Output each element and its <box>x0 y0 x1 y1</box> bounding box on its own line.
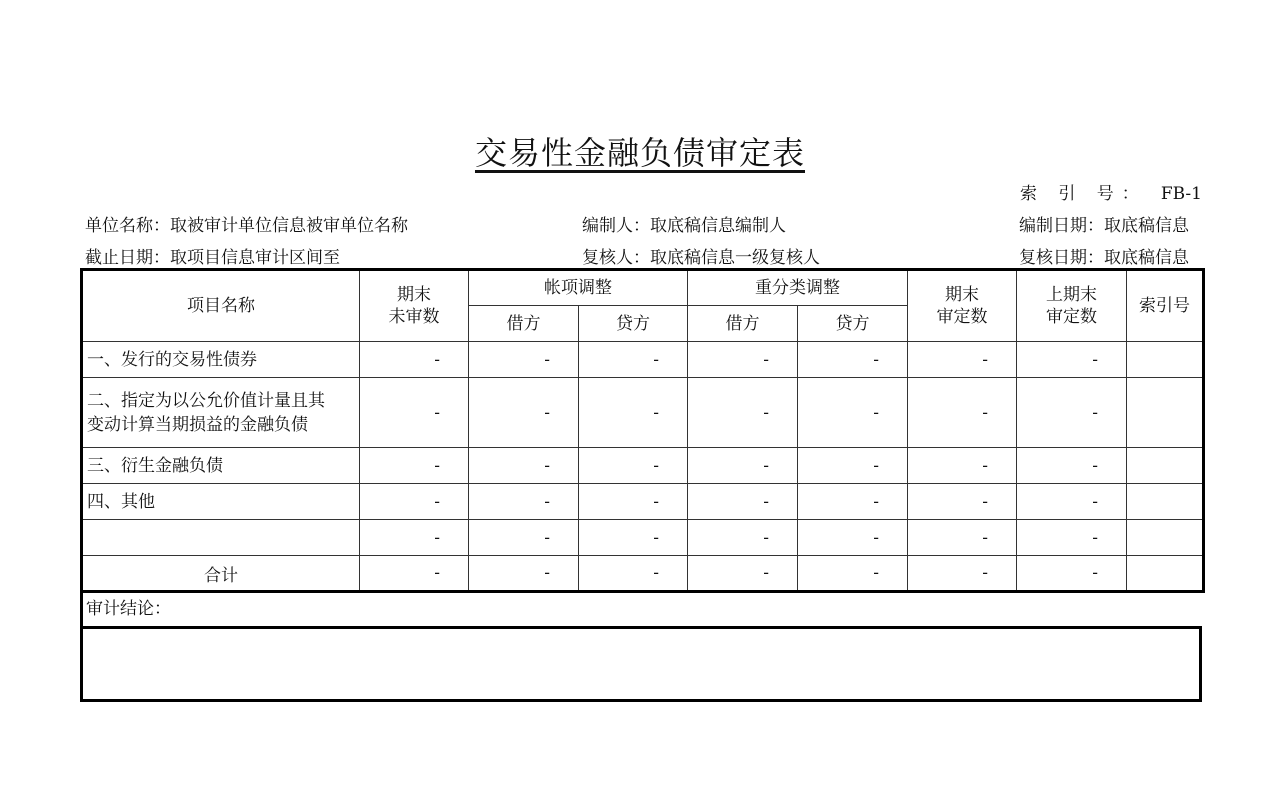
total-account-debit[interactable]: - <box>469 556 579 592</box>
cell-closing-unaudited[interactable]: - <box>360 484 469 520</box>
header-item-name: 项目名称 <box>82 270 360 342</box>
cell-reclass-debit[interactable]: - <box>688 448 798 484</box>
header-closing-audited <box>908 270 1017 342</box>
header-reclass-credit: 贷方 <box>798 306 908 342</box>
cell-closing-audited[interactable]: - <box>908 520 1017 556</box>
cell-account-debit[interactable]: - <box>469 342 579 378</box>
preparer <box>582 211 786 236</box>
cell-index[interactable] <box>1127 520 1204 556</box>
unit-name <box>85 211 408 236</box>
cell-reclass-debit[interactable]: - <box>688 342 798 378</box>
cell-reclass-credit[interactable]: - <box>798 448 908 484</box>
total-row <box>82 556 1204 592</box>
index-number-value: FB-1 <box>1160 184 1202 204</box>
header-prior-audited <box>1017 270 1127 342</box>
cell-closing-audited[interactable]: - <box>908 378 1017 448</box>
cutoff-date-label: 截止日期： <box>85 248 170 268</box>
cell-index[interactable] <box>1127 448 1204 484</box>
index-number-label: 索 引 号： <box>1020 184 1147 204</box>
row-name[interactable] <box>82 378 360 448</box>
unit-name-value[interactable]: 取被审计单位信息被审单位名称 <box>170 216 408 236</box>
preparer-label: 编制人： <box>582 216 650 236</box>
table-row <box>82 520 1204 556</box>
total-reclass-debit[interactable]: - <box>688 556 798 592</box>
audit-table <box>80 268 1205 593</box>
total-index[interactable] <box>1127 556 1204 592</box>
cell-prior-audited[interactable]: - <box>1017 484 1127 520</box>
cell-prior-audited[interactable]: - <box>1017 378 1127 448</box>
header-prior-audited-line1: 上期末 <box>1046 285 1097 305</box>
cell-account-credit[interactable]: - <box>579 378 688 448</box>
header-closing-audited-line2: 审定数 <box>936 307 988 327</box>
header-closing-unaudited-line1: 期末 <box>397 285 431 305</box>
page-title-text: 交易性金融负债审定表 <box>474 134 805 172</box>
cell-reclass-debit[interactable]: - <box>688 484 798 520</box>
table-row <box>82 342 1204 378</box>
review-date <box>1019 243 1202 268</box>
total-label: 合计 <box>82 556 360 592</box>
row-name-line2: 变动计算当期损益的金融负债 <box>87 414 308 435</box>
row-name-line1: 二、指定为以公允价值计量且其 <box>87 390 325 411</box>
review-date-label: 复核日期： <box>1019 248 1104 268</box>
cell-closing-unaudited[interactable]: - <box>360 378 469 448</box>
unit-name-label: 单位名称： <box>85 216 170 236</box>
cell-reclass-credit[interactable]: - <box>798 378 908 448</box>
cell-account-credit[interactable]: - <box>579 342 688 378</box>
header-closing-unaudited-line2: 未审数 <box>388 307 440 327</box>
prepare-date-label: 编制日期： <box>1019 216 1104 236</box>
header-reclass-adjustment: 重分类调整 <box>688 270 908 306</box>
cell-closing-unaudited[interactable]: - <box>360 520 469 556</box>
cell-account-credit[interactable]: - <box>579 484 688 520</box>
row-name[interactable] <box>82 520 360 556</box>
cell-account-debit[interactable]: - <box>469 378 579 448</box>
row-name[interactable]: 三、衍生金融负债 <box>82 448 360 484</box>
cell-account-credit[interactable]: - <box>579 520 688 556</box>
cell-reclass-credit[interactable]: - <box>798 484 908 520</box>
index-number <box>1020 179 1202 204</box>
cell-closing-unaudited[interactable]: - <box>360 448 469 484</box>
prepare-date <box>1019 211 1202 236</box>
header-prior-audited-line2: 审定数 <box>1046 307 1097 327</box>
reviewer <box>582 243 820 268</box>
cell-index[interactable] <box>1127 484 1204 520</box>
cell-closing-audited[interactable]: - <box>908 484 1017 520</box>
review-date-value[interactable]: 取底稿信息 <box>1104 248 1189 268</box>
row-name[interactable]: 一、发行的交易性债券 <box>82 342 360 378</box>
header-account-debit: 借方 <box>469 306 579 342</box>
prepare-date-value[interactable]: 取底稿信息 <box>1104 216 1189 236</box>
reviewer-value[interactable]: 取底稿信息一级复核人 <box>650 248 820 268</box>
cell-closing-unaudited[interactable]: - <box>360 342 469 378</box>
cell-account-debit[interactable]: - <box>469 448 579 484</box>
cell-account-debit[interactable]: - <box>469 520 579 556</box>
preparer-value[interactable]: 取底稿信息编制人 <box>650 216 786 236</box>
header-closing-audited-line1: 期末 <box>945 285 979 305</box>
header-closing-unaudited <box>360 270 469 342</box>
header-account-credit: 贷方 <box>579 306 688 342</box>
total-closing-unaudited[interactable]: - <box>360 556 469 592</box>
total-account-credit[interactable]: - <box>579 556 688 592</box>
cell-reclass-credit[interactable]: - <box>798 342 908 378</box>
cell-closing-audited[interactable]: - <box>908 448 1017 484</box>
cutoff-date <box>85 243 340 268</box>
cell-prior-audited[interactable]: - <box>1017 342 1127 378</box>
cell-prior-audited[interactable]: - <box>1017 520 1127 556</box>
page-title <box>0 128 1280 174</box>
total-reclass-credit[interactable]: - <box>798 556 908 592</box>
table-row <box>82 448 1204 484</box>
cell-account-credit[interactable]: - <box>579 448 688 484</box>
cell-index[interactable] <box>1127 378 1204 448</box>
cell-reclass-credit[interactable]: - <box>798 520 908 556</box>
cell-account-debit[interactable]: - <box>469 484 579 520</box>
cell-reclass-debit[interactable]: - <box>688 378 798 448</box>
header-account-adjustment: 帐项调整 <box>469 270 688 306</box>
conclusion-label: 审计结论： <box>80 591 1198 627</box>
total-prior-audited[interactable]: - <box>1017 556 1127 592</box>
total-closing-audited[interactable]: - <box>908 556 1017 592</box>
reviewer-label: 复核人： <box>582 248 650 268</box>
conclusion-text-area[interactable] <box>80 626 1202 702</box>
header-reclass-debit: 借方 <box>688 306 798 342</box>
cell-reclass-debit[interactable]: - <box>688 520 798 556</box>
row-name[interactable]: 四、其他 <box>82 484 360 520</box>
table-row <box>82 484 1204 520</box>
cell-index[interactable] <box>1127 342 1204 378</box>
cell-closing-audited[interactable]: - <box>908 342 1017 378</box>
header-index-no: 索引号 <box>1127 270 1204 342</box>
cell-prior-audited[interactable]: - <box>1017 448 1127 484</box>
table-row <box>82 378 1204 448</box>
cutoff-date-value[interactable]: 取项目信息审计区间至 <box>170 248 340 268</box>
